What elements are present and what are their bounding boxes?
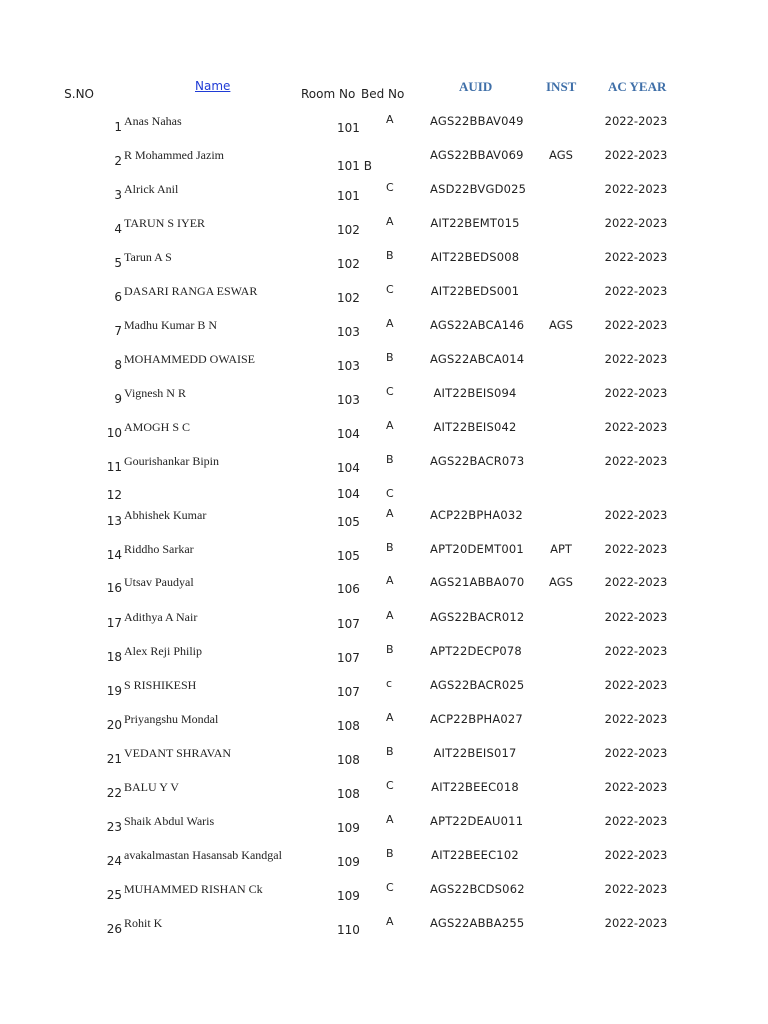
row-ac-year: 2022-2023 (604, 814, 668, 828)
row-room-no: 109 (337, 821, 360, 835)
table-row (0, 250, 768, 284)
row-ac-year: 2022-2023 (604, 114, 668, 128)
row-inst: AGS (549, 575, 573, 589)
row-bed-no: C (386, 881, 394, 894)
table-row (0, 916, 768, 950)
row-bed-no: A (386, 113, 394, 126)
row-ac-year: 2022-2023 (604, 508, 668, 522)
row-ac-year: 2022-2023 (604, 542, 668, 556)
table-row (0, 882, 768, 916)
table-row (0, 542, 768, 576)
row-sno: 11 (106, 460, 122, 474)
row-name: Tarun A S (124, 250, 172, 264)
row-bed-no: A (386, 419, 394, 432)
row-name: Alex Reji Philip (124, 644, 202, 658)
row-ac-year: 2022-2023 (604, 284, 668, 298)
row-sno: 1 (114, 120, 122, 134)
row-inst: APT (550, 542, 572, 556)
row-inst: AGS (549, 148, 573, 162)
row-name: BALU Y V (124, 780, 179, 794)
row-bed-no: A (386, 711, 394, 724)
row-ac-year: 2022-2023 (604, 644, 668, 658)
table-row (0, 746, 768, 780)
table-row (0, 508, 768, 542)
header-room-no: Room No (301, 87, 356, 101)
row-ac-year: 2022-2023 (604, 386, 668, 400)
row-bed-no: B (386, 249, 394, 262)
row-auid: AGS22BCDS062 (430, 882, 525, 896)
header-auid: AUID (459, 79, 493, 94)
row-ac-year: 2022-2023 (604, 420, 668, 434)
row-room-no: 103 (337, 359, 360, 373)
row-auid: AGS22BBAV049 (430, 114, 524, 128)
header-ac-year: AC YEAR (608, 79, 667, 94)
row-room-no: 103 (337, 325, 360, 339)
table-row (0, 712, 768, 746)
table-row (0, 420, 768, 454)
row-sno: 24 (106, 854, 122, 868)
row-sno: 2 (114, 154, 122, 168)
table-row (0, 148, 768, 182)
table-row (0, 814, 768, 848)
row-sno: 19 (106, 684, 122, 698)
row-bed-no: C (386, 779, 394, 792)
table-row (0, 848, 768, 882)
table-row (0, 678, 768, 712)
row-ac-year: 2022-2023 (604, 610, 668, 624)
row-bed-no: A (386, 609, 394, 622)
row-bed-no: C (386, 283, 394, 296)
row-bed-no: B (386, 351, 394, 364)
row-sno: 14 (106, 548, 122, 562)
row-sno: 13 (106, 514, 122, 528)
row-room-no: 102 (337, 291, 360, 305)
table-row (0, 386, 768, 420)
row-sno: 5 (114, 256, 122, 270)
header-inst: INST (546, 79, 577, 94)
row-auid: AIT22BEEC102 (431, 848, 519, 862)
row-room-no: 107 (337, 685, 360, 699)
row-name: AMOGH S C (124, 420, 191, 434)
row-auid: AIT22BEDS001 (430, 284, 520, 298)
row-auid: ASD22BVGD025 (430, 182, 527, 196)
row-name: Madhu Kumar B N (124, 318, 217, 332)
row-room-no: 105 (337, 515, 360, 529)
row-ac-year: 2022-2023 (604, 678, 668, 692)
row-room-no: 104 (337, 427, 360, 441)
row-name: MOHAMMEDD OWAISE (124, 352, 255, 366)
row-sno: 6 (114, 290, 122, 304)
row-bed-no: C (386, 385, 394, 398)
table-row (0, 610, 768, 644)
row-auid: ACP22BPHA027 (430, 712, 523, 726)
row-auid: AGS22BBAV069 (430, 148, 524, 162)
row-room-no: 109 (337, 889, 360, 903)
row-bed-no: B (386, 745, 394, 758)
table-row (0, 318, 768, 352)
row-room-no: 109 (337, 855, 360, 869)
row-auid: AIT22BEEC018 (431, 780, 519, 794)
row-bed-no: C (386, 487, 394, 500)
row-room-no: 101 (337, 189, 360, 203)
table-row (0, 284, 768, 318)
row-auid: AIT22BEIS017 (433, 746, 517, 760)
row-bed-no: B (386, 847, 394, 860)
row-room-no: 108 (337, 753, 360, 767)
row-bed-no: A (386, 915, 394, 928)
row-room-no: 101 (337, 121, 360, 135)
row-auid: APT20DEMT001 (430, 542, 524, 556)
row-name: Rohit K (124, 916, 163, 930)
row-name: Adithya A Nair (124, 610, 198, 624)
row-auid: APT22DECP078 (430, 644, 522, 658)
row-auid: AIT22BEIS094 (433, 386, 517, 400)
row-room-no: 101 B (337, 159, 372, 173)
row-name: MUHAMMED RISHAN Ck (124, 882, 263, 896)
row-ac-year: 2022-2023 (604, 780, 668, 794)
row-bed-no: B (386, 453, 394, 466)
table-row (0, 182, 768, 216)
row-name: Shaik Abdul Waris (124, 814, 215, 828)
row-auid: AGS22ABCA014 (430, 352, 525, 366)
row-sno: 12 (106, 488, 122, 502)
row-name: Abhishek Kumar (124, 508, 207, 522)
table-row (0, 644, 768, 678)
row-room-no: 104 (337, 487, 360, 501)
row-sno: 9 (114, 392, 122, 406)
row-auid: AGS22ABCA146 (430, 318, 525, 332)
row-sno: 10 (106, 426, 122, 440)
row-bed-no: A (386, 317, 394, 330)
row-auid: AGS22BACR073 (430, 454, 525, 468)
row-auid: AGS22BACR025 (430, 678, 525, 692)
row-name: Alrick Anil (124, 182, 179, 196)
row-sno: 26 (106, 922, 122, 936)
row-sno: 21 (106, 752, 122, 766)
row-auid: AGS22BACR012 (430, 610, 525, 624)
row-ac-year: 2022-2023 (604, 250, 668, 264)
row-room-no: 108 (337, 719, 360, 733)
row-sno: 7 (114, 324, 122, 338)
row-room-no: 106 (337, 582, 360, 596)
row-ac-year: 2022-2023 (604, 148, 668, 162)
row-inst: AGS (549, 318, 573, 332)
row-sno: 4 (114, 222, 122, 236)
row-room-no: 104 (337, 461, 360, 475)
row-auid: AGS22ABBA255 (430, 916, 525, 930)
row-room-no: 105 (337, 549, 360, 563)
row-name: avakalmastan Hasansab Kandgal (124, 848, 282, 862)
row-name: Priyangshu Mondal (124, 712, 219, 726)
row-sno: 20 (106, 718, 122, 732)
row-name: R Mohammed Jazim (124, 148, 224, 162)
row-name: Utsav Paudyal (124, 575, 194, 589)
row-ac-year: 2022-2023 (604, 352, 668, 366)
row-sno: 22 (106, 786, 122, 800)
row-ac-year: 2022-2023 (604, 575, 668, 589)
row-bed-no: A (386, 574, 394, 587)
row-bed-no: A (386, 813, 394, 826)
row-sno: 8 (114, 358, 122, 372)
row-bed-no: A (386, 215, 394, 228)
row-auid: APT22DEAU011 (430, 814, 524, 828)
row-room-no: 108 (337, 787, 360, 801)
row-auid: ACP22BPHA032 (430, 508, 523, 522)
row-sno: 25 (106, 888, 122, 902)
row-sno: 18 (106, 650, 122, 664)
row-auid: AIT22BEDS008 (430, 250, 520, 264)
row-bed-no: A (386, 507, 394, 520)
table-row (0, 780, 768, 814)
table-row (0, 575, 768, 609)
row-ac-year: 2022-2023 (604, 916, 668, 930)
row-room-no: 107 (337, 651, 360, 665)
row-sno: 3 (114, 188, 122, 202)
row-name: Riddho Sarkar (124, 542, 194, 556)
row-sno: 16 (106, 581, 122, 595)
row-ac-year: 2022-2023 (604, 318, 668, 332)
row-auid: AIT22BEIS042 (433, 420, 517, 434)
header-bed-no: Bed No (361, 87, 405, 101)
row-room-no: 107 (337, 617, 360, 631)
row-name: TARUN S IYER (124, 216, 206, 230)
row-ac-year: 2022-2023 (604, 712, 668, 726)
row-name: DASARI RANGA ESWAR (124, 284, 258, 298)
row-room-no: 110 (337, 923, 360, 937)
row-ac-year: 2022-2023 (604, 882, 668, 896)
row-room-no: 102 (337, 223, 360, 237)
row-sno: 17 (106, 616, 122, 630)
row-name: Gourishankar Bipin (124, 454, 219, 468)
table-row (0, 216, 768, 250)
row-bed-no: B (386, 541, 394, 554)
row-auid: AGS21ABBA070 (430, 575, 525, 589)
row-ac-year: 2022-2023 (604, 746, 668, 760)
table-row (0, 352, 768, 386)
row-ac-year: 2022-2023 (604, 216, 668, 230)
row-name: VEDANT SHRAVAN (124, 746, 232, 760)
table-row (0, 114, 768, 148)
row-ac-year: 2022-2023 (604, 454, 668, 468)
row-name: S RISHIKESH (124, 678, 197, 692)
row-ac-year: 2022-2023 (604, 182, 668, 196)
row-bed-no: C (386, 181, 394, 194)
row-name: Vignesh N R (124, 386, 186, 400)
row-bed-no: B (386, 643, 394, 656)
row-sno: 23 (106, 820, 122, 834)
header-name-link[interactable]: Name (195, 79, 231, 93)
row-room-no: 103 (337, 393, 360, 407)
row-name: Anas Nahas (124, 114, 182, 128)
header-sno: S.NO (64, 87, 94, 101)
row-ac-year: 2022-2023 (604, 848, 668, 862)
row-room-no: 102 (337, 257, 360, 271)
row-auid: AIT22BEMT015 (430, 216, 520, 230)
row-bed-no: c (386, 677, 393, 690)
